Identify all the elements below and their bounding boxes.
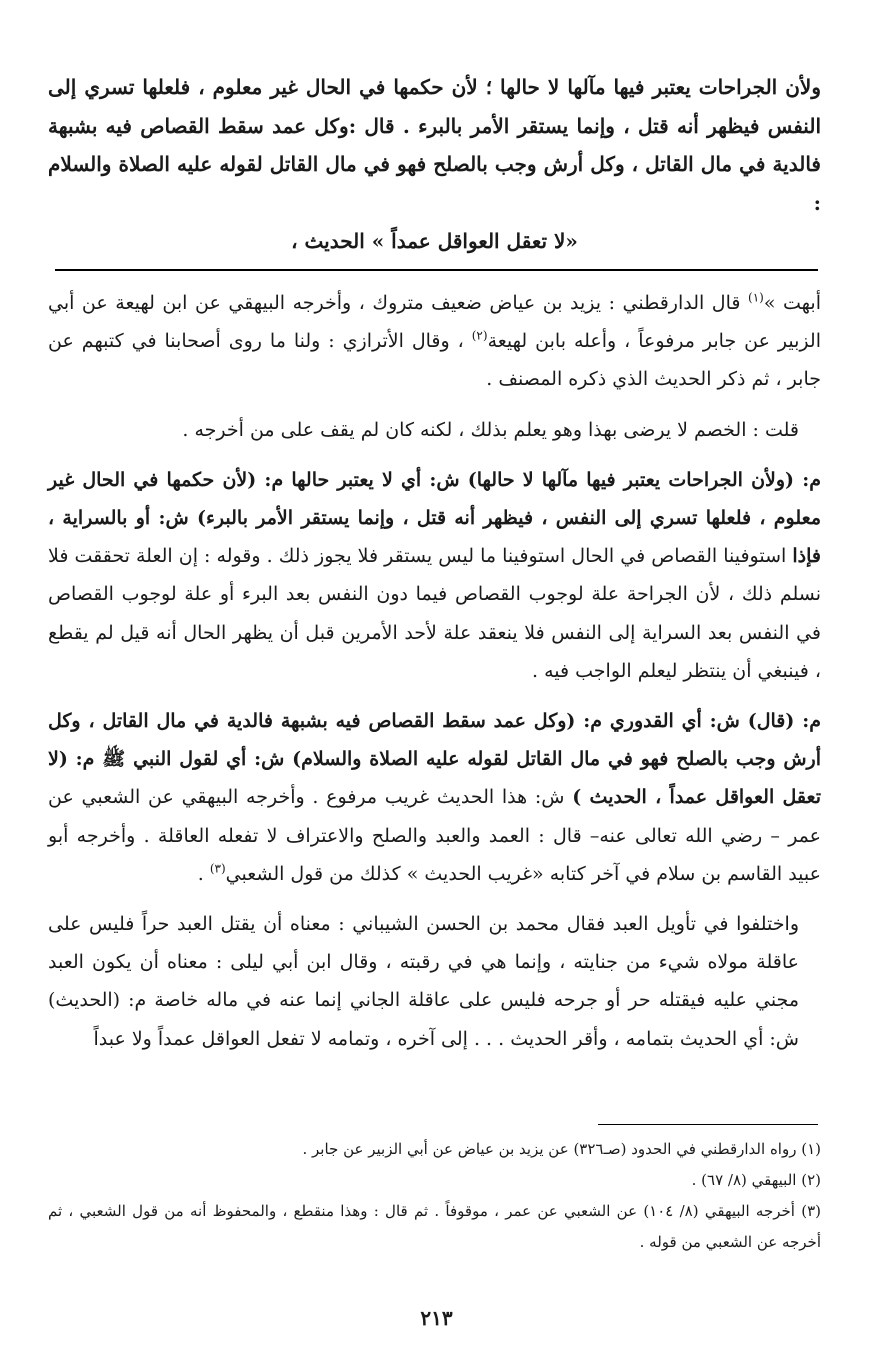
footnote: (١) رواه الدارقطني في الحدود (صـ٣٢٦) عن يزيد بن عياض عن أبي الزبير عن جابر . [302,1140,821,1158]
commentary-text: أبهت » [763,292,821,314]
quoted-matn: م: (قال) ش: أي القدوري م: (وكل عمد سقط القصاص فيه بشبهة فالدية في مال القاتل ، وكل أرش وجب بالصلح فهو في مال القاتل لقوله عليه الصلاة والسلام) ش: أي لقول النبي ﷺ م: (لا تعقل العواقل عمداً ، الحديث ) [48,710,821,809]
footnote: (٣) أخرجه البيهقي (٨/ ١٠٤) عن الشعبي عن عمر ، موقوفاً . ثم قال : وهذا منقطع ، والمحفوظ أنه من قول الشعبي ، ثم أخرجه عن الشعبي من قوله . [48,1202,821,1251]
footnote-ref: (٢) [471,328,488,343]
commentary-text: قال الدارقطني : يزيد بن عياض ضعيف متروك ، وأخرجه البيهقي عن ابن لهيعة عن أبي الزبير عن جابر مرفوعاً ، وأعله بابن لهيعة [48,292,821,353]
footnote-ref: (١) [748,290,764,305]
commentary-text: . [197,862,210,885]
commentary-paragraph [48,905,821,1058]
commentary-text: ش: هذا الحديث غريب مرفوع . وأخرجه البيهقي عن الشعبي عن عمر – رضي الله تعالى عنه– قال : العمد والعبد والصلح والاعتراف لا تفعله العاقلة . وأخرجه أبو عبيد القاسم بن سلام في آخر كتابه «غريب الحديث » كذلك من قول الشعبي [48,786,822,885]
commentary-text: ، وقال الأترازي : ولنا ما روى أصحابنا في كتبهم عن جابر ، ثم ذكر الحديث الذي ذكره المصنف . [48,330,821,391]
main-text-last-line: «لا تعقل العواقل عمداً » الحديث ، [291,229,578,253]
footnote-divider [598,1124,818,1125]
main-text-divider [55,269,818,271]
footnote: (٢) البيهقي (٨/ ٦٧) . [691,1171,821,1189]
commentary-paragraph [48,284,821,399]
main-text [48,68,821,261]
quoted-matn: م: (ولأن الجراحات يعتبر فيها مآلها لا حالها) ش: أي لا يعتبر حالها م: (لأن حكمها في الحال غير معلوم ، فلعلها تسري إلى النفس ، فيظهر أنه قتل ، وإنما يستقر الأمر بالبرء) ش: أو بالسراية ، فإذا [48,468,821,568]
main-text-body: ولأن الجراحات يعتبر فيها مآلها لا حالها ؛ لأن حكمها في الحال غير معلوم ، فلعلها تسري إلى النفس فيظهر أنه قتل ، وإنما يستقر الأمر بالبرء . قال :وكل عمد سقط القصاص فيه بشبهة فالدية في مال القاتل ، وكل أرش وجب بالصلح فهو في مال القاتل لقوله عليه الصلاة والسلام : [48,75,821,215]
footnotes [48,1134,821,1258]
footnote-ref: (٣) [209,861,226,876]
commentary-paragraph [48,702,821,893]
commentary-paragraph [48,411,821,449]
page-number: ٢١٣ [420,1306,453,1330]
commentary-text: واختلفوا في تأويل العبد فقال محمد بن الحسن الشيباني : معناه أن يقتل العبد حراً فليس على عاقلة مولاه شيء من جنايته ، وإنما هي في رقبته ، وقال ابن أبي ليلى : معناه أن يكون العبد مجني عليه فيقتله حر أو جرحه فليس على عاقلة الجاني إنما عنه في ماله خاصة م: (الحديث) ش: أي الحديث بتمامه ، وأقر الحديث . . . إلى آخره ، وتمامه لا تفعل العواقل عمداً ولا عبداً [48,913,799,1050]
commentary-text: قلت : الخصم لا يرضى بهذا وهو يعلم بذلك ، لكنه كان لم يقف على من أخرجه . [182,418,799,441]
commentary-text: استوفينا القصاص في الحال استوفينا ما ليس يستقر فلا يجوز ذلك . وقوله : إن العلة تحققت فلا نسلم ذلك ، لأن الجراحة علة لوجوب القصاص فيما دون النفس بعد البرء أو علة لوجوب القصاص في النفس بعد السراية إلى النفس فلا ينعقد علة لأحد الأمرين قبل أن يظهر الحال أنه قيل لم يقطع ، فينبغي أن ينتظر ليعلم الواجب فيه . [48,545,821,682]
commentary [48,284,821,1058]
commentary-paragraph [48,461,821,690]
